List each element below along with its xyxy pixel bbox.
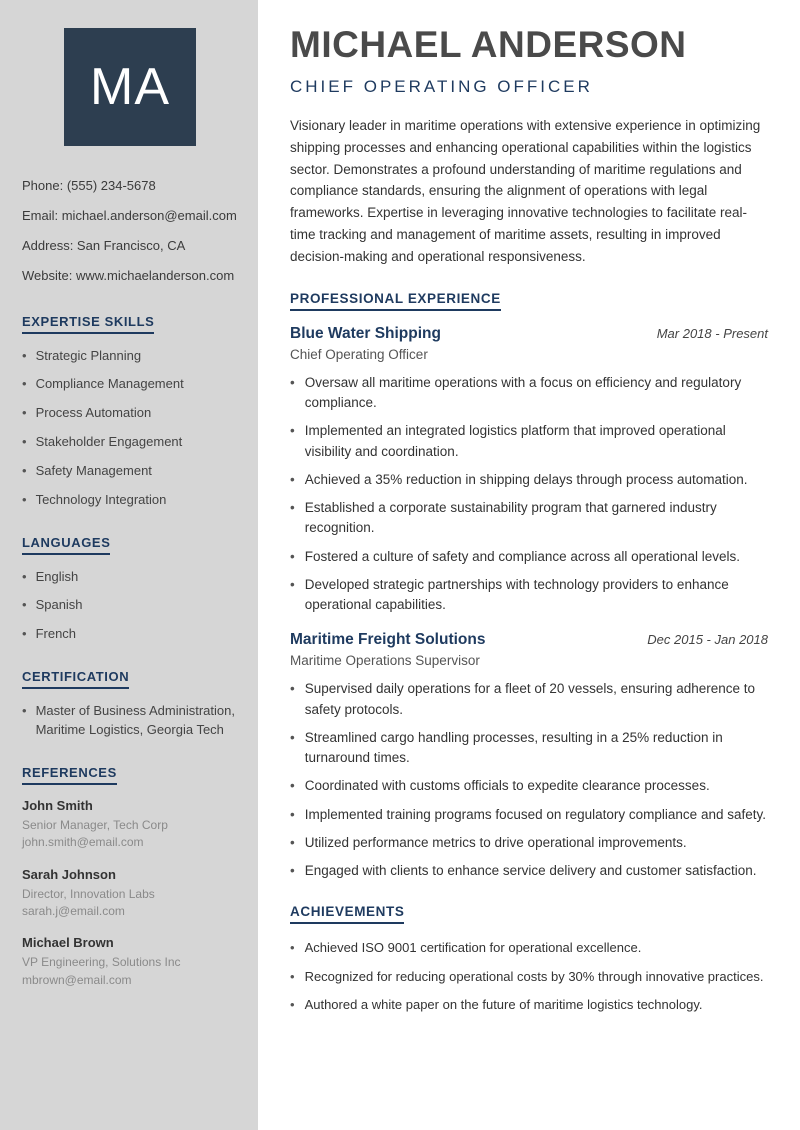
bullet-icon: [22, 596, 27, 615]
job-dates: Dec 2015 - Jan 2018: [647, 632, 768, 648]
company-name: Blue Water Shipping: [290, 324, 441, 342]
achievement-text: Authored a white paper on the future of maritime logistics technology.: [304, 997, 703, 1013]
language-label: French: [35, 626, 77, 642]
bullet-text: Engaged with clients to enhance service delivery and customer satisfaction.: [304, 863, 757, 879]
bullet-text: Supervised daily operations for a fleet of 20 vessels, ensuring adherence to safety protocols.: [304, 681, 756, 717]
skill-item: [22, 347, 238, 366]
job-header: [290, 325, 768, 343]
bullet-icon: [290, 470, 295, 490]
bullet-item: [290, 679, 768, 720]
bullet-item: [290, 498, 768, 539]
bullet-icon: [290, 833, 295, 853]
achievements-section: [290, 903, 768, 1015]
skill-label: Compliance Management: [35, 376, 184, 392]
bullet-icon: [290, 373, 295, 414]
bullet-item: [290, 421, 768, 462]
achievement-text: Achieved ISO 9001 certification for operational excellence.: [304, 940, 642, 956]
reference-item: [22, 867, 238, 921]
bullet-icon: [290, 861, 295, 881]
monogram-text: MA: [90, 58, 170, 116]
job-entry: [290, 631, 768, 881]
bullet-icon: [290, 679, 295, 720]
contact-item-phone: Phone: (555) 234-5678: [22, 178, 156, 193]
company-name: Maritime Freight Solutions: [290, 631, 486, 649]
bullet-icon: [22, 491, 27, 510]
reference-item: [22, 798, 238, 852]
certification-item: [22, 702, 238, 740]
bullet-icon: [22, 433, 27, 452]
summary-text: Visionary leader in maritime operations with extensive experience in optimizing shipping processes and enhancing operational capabilities within the logistics sector. Demonstrates a profound understanding of maritime regulations and compliance standards, ensuring the alignment of operations with legal frameworks. Expertise in leveraging innovative technologies to facilitate real-time tracking and management of maritime assets, resulting in improved decision-making and operational responsiveness.: [290, 117, 761, 264]
bullet-icon: [22, 347, 27, 366]
bullet-text: Established a corporate sustainability program that garnered industry recognition.: [304, 500, 717, 536]
certification-label: Master of Business Administration, Maritime Logistics, Georgia Tech: [35, 703, 235, 737]
bullet-item: [290, 776, 768, 796]
bullet-text: Implemented an integrated logistics platform that improved operational visibility and coordination.: [304, 423, 726, 459]
achievement-item: [290, 967, 768, 987]
bullet-icon: [22, 702, 27, 740]
certification-header: CERTIFICATION: [22, 669, 129, 689]
skills-list: [22, 347, 238, 510]
bullet-item: [290, 470, 768, 490]
sidebar-section-certification: [22, 668, 238, 740]
reference-name: John Smith: [22, 797, 93, 813]
reference-email: john.smith@email.com: [22, 835, 144, 850]
languages-list: [22, 568, 238, 645]
sidebar-section-references: [22, 764, 238, 989]
reference-name: Sarah Johnson: [22, 866, 116, 882]
sidebar-section-expertise-skills: [22, 313, 238, 510]
language-item: [22, 596, 238, 615]
bullet-text: Utilized performance metrics to drive operational improvements.: [304, 834, 687, 850]
job-bullets: [290, 373, 768, 616]
bullet-icon: [290, 575, 295, 616]
languages-header: LANGUAGES: [22, 535, 110, 555]
bullet-item: [290, 861, 768, 881]
sidebar-section-languages: [22, 534, 238, 645]
bullet-icon: [290, 776, 295, 796]
job-role: Chief Operating Officer: [290, 346, 428, 362]
job-bullets: [290, 679, 768, 881]
bullet-icon: [22, 404, 27, 423]
bullet-icon: [290, 938, 295, 958]
person-name: MICHAEL ANDERSON: [290, 24, 687, 65]
contact-item-email: Email: michael.anderson@email.com: [22, 207, 237, 223]
skill-item: [22, 462, 238, 481]
bullet-item: [290, 805, 768, 825]
references-header: REFERENCES: [22, 765, 117, 785]
bullet-text: Implemented training programs focused on regulatory compliance and safety.: [304, 806, 766, 822]
skill-label: Strategic Planning: [35, 347, 142, 363]
reference-role: Director, Innovation Labs: [22, 886, 155, 901]
reference-email: mbrown@email.com: [22, 972, 132, 987]
bullet-icon: [22, 568, 27, 587]
bullet-text: Coordinated with customs officials to expedite clearance processes.: [304, 778, 710, 794]
reference-email: sarah.j@email.com: [22, 904, 125, 919]
bullet-icon: [290, 498, 295, 539]
bullet-icon: [290, 728, 295, 769]
job-entry: [290, 325, 768, 616]
section-header-experience: PROFESSIONAL EXPERIENCE: [290, 291, 501, 311]
achievement-item: [290, 938, 768, 958]
expertise-skills-header: EXPERTISE SKILLS: [22, 314, 154, 334]
achievement-item: [290, 995, 768, 1015]
contact-list: [22, 178, 238, 285]
bullet-icon: [290, 421, 295, 462]
section-header-achievements: ACHIEVEMENTS: [290, 904, 404, 924]
job-header: [290, 631, 768, 649]
skill-item: [22, 491, 238, 510]
person-title: CHIEF OPERATING OFFICER: [290, 76, 593, 96]
bullet-text: Streamlined cargo handling processes, resulting in a 25% reduction in turnaround times.: [304, 729, 723, 766]
contact-item-address: Address: San Francisco, CA: [22, 237, 186, 253]
bullet-icon: [290, 805, 295, 825]
language-item: [22, 625, 238, 644]
bullet-text: Achieved a 35% reduction in shipping delays through process automation.: [304, 471, 748, 487]
bullet-text: Oversaw all maritime operations with a focus on efficiency and regulatory compliance.: [304, 374, 742, 411]
achievements-list: [290, 938, 768, 1015]
bullet-icon: [22, 625, 27, 644]
language-item: [22, 568, 238, 587]
skill-item: [22, 433, 238, 452]
bullet-text: Developed strategic partnerships with technology providers to enhance operational capabilities.: [304, 576, 729, 613]
main-content: [258, 0, 800, 1130]
bullet-item: [290, 547, 768, 567]
reference-name: Michael Brown: [22, 935, 114, 951]
sidebar: [0, 0, 258, 1130]
bullet-icon: [290, 547, 295, 567]
language-label: English: [35, 568, 79, 584]
skill-label: Safety Management: [35, 462, 152, 478]
job-dates: Mar 2018 - Present: [656, 325, 768, 341]
bullet-icon: [290, 967, 295, 987]
skill-item: [22, 375, 238, 394]
bullet-item: [290, 373, 768, 414]
language-label: Spanish: [35, 597, 83, 613]
skill-label: Process Automation: [35, 405, 152, 421]
certification-list: [22, 702, 238, 740]
bullet-item: [290, 575, 768, 616]
skill-label: Technology Integration: [35, 491, 167, 507]
bullet-icon: [290, 995, 295, 1015]
bullet-icon: [22, 462, 27, 481]
bullet-item: [290, 833, 768, 853]
reference-role: Senior Manager, Tech Corp: [22, 817, 168, 832]
reference-role: VP Engineering, Solutions Inc: [22, 955, 181, 970]
skill-label: Stakeholder Engagement: [35, 434, 183, 450]
bullet-icon: [22, 375, 27, 394]
skill-item: [22, 404, 238, 423]
monogram-box: [64, 28, 196, 146]
bullet-item: [290, 728, 768, 769]
contact-item-website: Website: www.michaelanderson.com: [22, 267, 235, 283]
reference-item: [22, 935, 238, 989]
bullet-text: Fostered a culture of safety and compliance across all operational levels.: [304, 548, 740, 564]
achievement-text: Recognized for reducing operational costs by 30% through innovative practices.: [304, 968, 764, 984]
job-role: Maritime Operations Supervisor: [290, 653, 480, 669]
